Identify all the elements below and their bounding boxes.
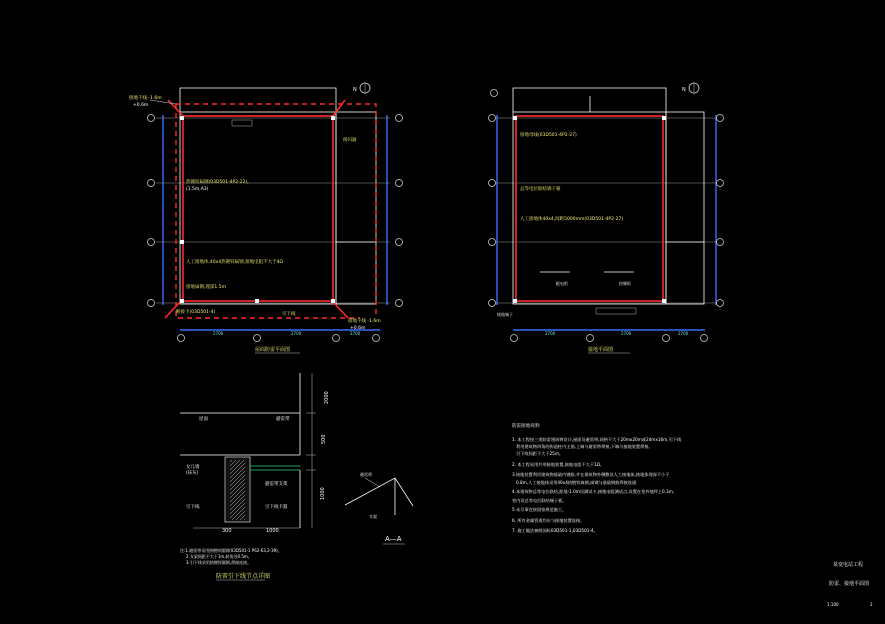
detail-column-hatch bbox=[230, 460, 245, 520]
detail-dim-1: 2000 bbox=[324, 391, 330, 404]
detail-mid-tag: 避雷带支架 bbox=[265, 482, 288, 487]
axis-bubble-l2 bbox=[148, 180, 155, 187]
right-note-2: 总等电位联结端子箱 bbox=[520, 187, 561, 192]
notes-line: 5.未尽事宜按国家规范施工。 bbox=[512, 507, 567, 512]
column-mark bbox=[662, 116, 666, 120]
axis-bubble-l1 bbox=[148, 115, 155, 122]
notes-line: 0.8m,人工接地体采用40x4热镀锌扁钢,扁钢与基础钢筋焊接连通 bbox=[516, 480, 637, 485]
left-diag-connector-4 bbox=[333, 100, 345, 116]
design-notes bbox=[512, 422, 682, 534]
section-profile bbox=[345, 478, 413, 506]
north-label: N bbox=[682, 87, 686, 93]
notes-line: 1. 本工程按三类防雷建筑物设计,屋面设避雷带,网格不大于20mx20m或24mx16m,引下线 bbox=[512, 437, 682, 442]
axis-bubble-l2 bbox=[489, 180, 496, 187]
right-box-2: 控制柜 bbox=[619, 281, 631, 286]
detail-dim-5: 300 bbox=[222, 528, 232, 534]
title-block bbox=[827, 561, 873, 607]
left-grounding-ring bbox=[183, 116, 333, 301]
axis-bubble-r1 bbox=[717, 115, 724, 122]
right-left-bottom-label: 接地端子 bbox=[497, 312, 513, 317]
right-dim-2: 2700 bbox=[621, 331, 632, 336]
left-plan bbox=[129, 82, 403, 353]
axis-bubble-b3 bbox=[663, 335, 670, 342]
axis-bubble-b4 bbox=[373, 335, 380, 342]
axis-bubble-r2 bbox=[396, 180, 403, 187]
axis-bubble-b1 bbox=[511, 335, 518, 342]
axis-bubble-l4 bbox=[489, 300, 496, 307]
column-mark bbox=[255, 299, 259, 303]
left-dim-3: 2700 bbox=[350, 331, 361, 336]
leader-line bbox=[365, 478, 380, 487]
left-building-wall bbox=[180, 112, 336, 304]
section-tag-2: 支架 bbox=[369, 514, 377, 519]
title-drawing-name: 防雷、接地平面图 bbox=[829, 581, 870, 587]
column-mark bbox=[513, 299, 517, 303]
axis-bubble-r4 bbox=[717, 300, 724, 307]
column-mark bbox=[331, 299, 335, 303]
notes-line: 2. 本工程采用共用接地装置,接地电阻不大于1Ω, bbox=[512, 462, 602, 467]
axis-bubble-b2 bbox=[587, 335, 594, 342]
section-tag-1: 避雷带 bbox=[360, 472, 372, 477]
detail-notes-2: 2.支架间距不大于1m,转角处0.5m。 bbox=[186, 554, 252, 559]
left-bottom-note-1: 人工接地体,40x4热镀锌扁钢,接地电阻不大于4Ω bbox=[186, 260, 283, 265]
detail-dim-3: 1000 bbox=[320, 487, 326, 500]
title-scale: 1:100 bbox=[827, 602, 839, 607]
column-mark bbox=[662, 299, 666, 303]
right-dim-3: 2700 bbox=[678, 331, 689, 336]
left-bottom-right-label-b: +0.6m bbox=[350, 326, 366, 331]
axis-bubble-r1 bbox=[396, 115, 403, 122]
left-tag-box bbox=[232, 120, 252, 126]
axis-bubble-r3 bbox=[396, 239, 403, 246]
column-mark bbox=[513, 116, 517, 120]
axis-bubble-l1 bbox=[489, 115, 496, 122]
right-roof-outline bbox=[513, 88, 666, 112]
detail-left-tag-2: (抹灰) bbox=[186, 471, 199, 476]
right-grounding-ring bbox=[516, 116, 663, 301]
detail-notes-1: 注:1.避雷带采用热镀锌圆钢(03D501-1 P62-63,2-39)。 bbox=[180, 548, 282, 553]
column-mark bbox=[331, 116, 335, 120]
right-tag-box bbox=[596, 308, 636, 314]
detail-drawing bbox=[180, 373, 330, 580]
axis-bubble-r4 bbox=[396, 300, 403, 307]
detail-notes-3: 3.引下线采用热镀锌圆钢,焊接连接。 bbox=[186, 560, 252, 565]
right-note-3: 人工接地体40x4,间距5000mm(03D501-4P2-27) bbox=[520, 217, 624, 222]
left-top-left-label-a: 接地干线 -1.6m bbox=[129, 96, 162, 101]
notes-line: 引下线间距不大于25m。 bbox=[516, 451, 564, 456]
leader-line bbox=[150, 100, 176, 104]
axis-bubble-r2 bbox=[717, 180, 724, 187]
detail-dim-2: 500 bbox=[321, 434, 327, 444]
left-plan-title: 屋面防雷平面图 bbox=[255, 347, 291, 353]
section-title: A—A bbox=[385, 535, 402, 543]
axis-bubble-b1 bbox=[178, 335, 185, 342]
column-mark bbox=[180, 299, 184, 303]
axis-bubble-top bbox=[491, 90, 498, 97]
left-right-tag: 接闪器 bbox=[343, 138, 357, 143]
right-box-1: 配电柜 bbox=[556, 281, 568, 286]
right-annex-wall bbox=[666, 112, 704, 304]
detail-left-tag-1: 女儿墙 bbox=[186, 465, 200, 470]
axis-bubble-l3 bbox=[489, 239, 496, 246]
detail-lower-tag: 引下线卡箍 bbox=[265, 505, 288, 510]
left-dim-1: 2700 bbox=[213, 331, 224, 336]
left-conductor-note-2: (1.5m,A3) bbox=[186, 187, 209, 192]
left-bottom-note-2: 接地扁钢,埋深1.5m bbox=[186, 285, 226, 290]
notes-line: 4.本建筑物总等电位联结,距地-1.0m设测试卡,接地电阻测试点,设置在室外地坪上0.3m。 bbox=[512, 489, 677, 494]
right-dim-1: 2700 bbox=[545, 331, 556, 336]
axis-bubble-l4 bbox=[148, 300, 155, 307]
column-mark bbox=[180, 240, 184, 244]
detail-roof-label: 屋面 bbox=[199, 417, 208, 422]
left-bottom-note-4: 引下线 bbox=[282, 312, 296, 317]
notes-line: 7. 施工做法参照国标03D501-1,03D501-4。 bbox=[512, 528, 598, 533]
left-dim-2: 2700 bbox=[291, 331, 302, 336]
notes-line: 室内设总等电位联结端子板。 bbox=[512, 498, 567, 503]
axis-bubble-b2 bbox=[254, 335, 261, 342]
left-bottom-note-3: 断接卡(03D501-4) bbox=[176, 310, 216, 315]
notes-heading: 防雷接地说明: bbox=[512, 424, 541, 429]
axis-bubble-l3 bbox=[148, 239, 155, 246]
left-bottom-right-label-a: 接地干线 -1.6m bbox=[348, 319, 381, 324]
left-top-left-label-b: +0.6m bbox=[133, 103, 149, 108]
detail-dim-4: 1000 bbox=[266, 528, 279, 534]
notes-line: 利用建筑物四角的构造柱内主筋,上端与避雷带焊接,下端与接地装置焊接。 bbox=[516, 444, 653, 449]
detail-top-tag: 避雷带 bbox=[276, 417, 290, 422]
right-plan-title: 接地平面图 bbox=[588, 347, 614, 353]
left-roof-outline bbox=[180, 88, 336, 112]
detail-left-tag-3: 引下线 bbox=[186, 505, 200, 510]
notes-line: 3.接地装置利用建筑物基础内钢筋,并在建筑物外侧敷设人工接地体,接地体埋深不小于 bbox=[512, 472, 670, 477]
axis-bubble-b4 bbox=[701, 335, 708, 342]
section-a-a bbox=[345, 471, 413, 544]
notes-line: 6. 所有金属管道均应与接地装置连接。 bbox=[512, 518, 585, 523]
detail-title: 防雷引下线节点详图 bbox=[216, 573, 271, 580]
axis-bubble-b3 bbox=[333, 335, 340, 342]
left-conductor-note-1: 热镀锌扁钢(03D501-4P2-22), bbox=[186, 180, 249, 185]
right-plan bbox=[488, 82, 724, 353]
column-mark bbox=[180, 116, 184, 120]
right-note-1: 接地母线(03D501-4P2-27) bbox=[520, 133, 577, 138]
north-label: N bbox=[353, 87, 357, 93]
title-sheet: 2 bbox=[870, 602, 873, 607]
right-building-wall bbox=[513, 112, 666, 304]
axis-bubble-r3 bbox=[717, 239, 724, 246]
title-project: 某变电站工程 bbox=[833, 562, 864, 568]
